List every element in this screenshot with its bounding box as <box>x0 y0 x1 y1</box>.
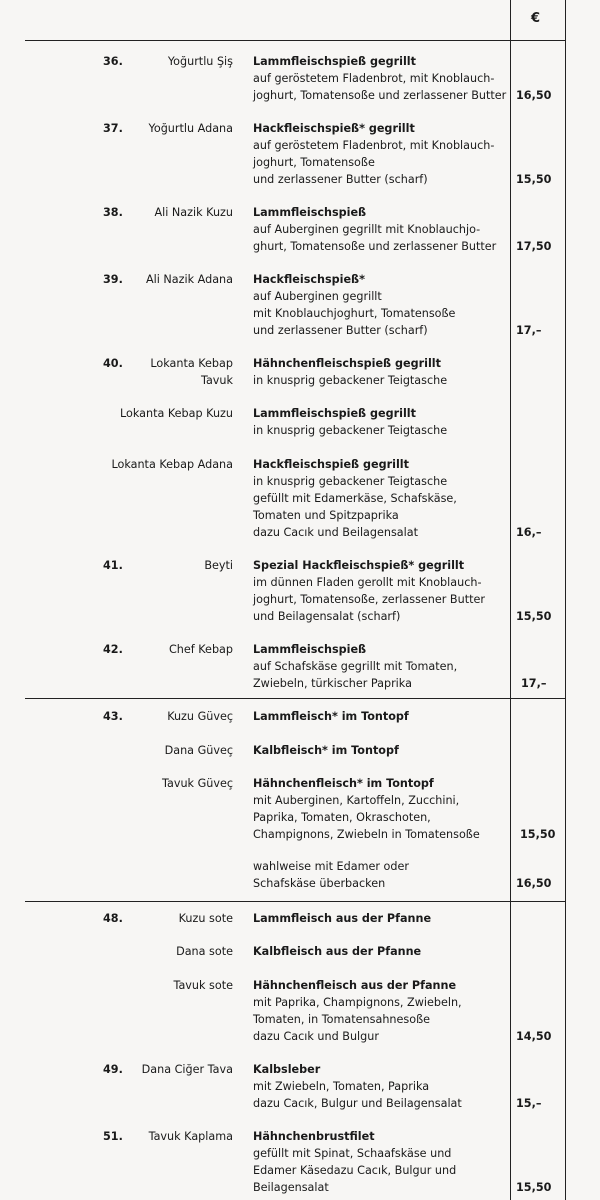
item-title: Hähnchenfleisch* im Tontopf <box>253 777 434 790</box>
item-title: Hackfleischspieß* gegrillt <box>253 122 415 135</box>
turkish-name-line: Beyti <box>204 559 233 572</box>
turkish-name-line: Ali Nazik Kuzu <box>154 206 233 219</box>
item-price: 16,50 <box>516 877 552 890</box>
section-divider-guvec <box>25 698 566 699</box>
item-title: Lammfleischspieß gegrillt <box>253 55 416 68</box>
description-line: gefüllt mit Spinat, Schaafskäse und <box>253 1147 452 1160</box>
header-divider <box>25 40 566 41</box>
item-description <box>253 977 508 1045</box>
description-line: im dünnen Fladen gerollt mit Knoblauch- <box>253 576 482 589</box>
turkish-name <box>90 1128 233 1145</box>
item-description <box>253 271 508 339</box>
description-line: Beilagensalat <box>253 1181 329 1194</box>
description-line: mit Zwiebeln, Tomaten, Paprika <box>253 1080 430 1093</box>
description-line: joghurt, Tomatensoße <box>253 156 375 169</box>
turkish-name-line: Kuzu Güveç <box>167 710 233 723</box>
item-description <box>253 1128 508 1196</box>
description-line: Tomaten, in Tomatensahnesoße <box>253 1013 430 1026</box>
item-price: 17,– <box>521 677 547 690</box>
item-number: 43. <box>103 710 123 723</box>
item-title: Lammfleischspieß <box>253 643 367 656</box>
turkish-name-line: Dana Ciğer Tava <box>141 1063 233 1076</box>
turkish-name-line: Tavuk Kaplama <box>148 1130 233 1143</box>
item-number: 42. <box>103 643 123 656</box>
section-divider-sote <box>25 901 566 902</box>
description-line: joghurt, Tomatensoße, zerlassener Butter <box>253 593 485 606</box>
turkish-name <box>90 120 233 137</box>
item-title: Hähnchenfleischspieß gegrillt <box>253 357 441 370</box>
description-line: in knusprig gebackener Teigtasche <box>253 475 448 488</box>
turkish-name-line: Yoğurtlu Şiş <box>167 55 233 68</box>
item-description <box>253 204 508 255</box>
turkish-name <box>90 355 233 389</box>
turkish-name <box>90 53 233 70</box>
item-title: Lammfleischspieß gegrillt <box>253 407 416 420</box>
item-description <box>253 355 508 389</box>
item-description <box>253 641 508 692</box>
description-line: und zerlassener Butter (scharf) <box>253 324 428 337</box>
description-line: Paprika, Tomaten, Okraschoten, <box>253 811 431 824</box>
item-number: 38. <box>103 206 123 219</box>
item-title: Lammfleisch aus der Pfanne <box>253 912 432 925</box>
turkish-name <box>90 271 233 288</box>
item-description <box>253 53 508 104</box>
item-description <box>253 742 508 759</box>
item-title: Spezial Hackfleischspieß* gegrillt <box>253 559 465 572</box>
item-number: 40. <box>103 357 123 370</box>
description-line: dazu Cacık und Bulgur <box>253 1030 379 1043</box>
item-price: 15,50 <box>516 1181 552 1194</box>
description-line: in knusprig gebackener Teigtasche <box>253 424 448 437</box>
turkish-name <box>90 775 233 792</box>
item-description <box>253 858 508 892</box>
turkish-name <box>90 456 233 473</box>
item-number: 39. <box>103 273 123 286</box>
turkish-name-line: Ali Nazik Adana <box>145 273 233 286</box>
description-line: mit Auberginen, Kartoffeln, Zucchini, <box>253 794 460 807</box>
item-description <box>253 775 508 843</box>
item-description <box>253 120 508 188</box>
turkish-name <box>90 708 233 725</box>
item-price: 16,50 <box>516 89 552 102</box>
item-price: 15,– <box>516 1097 542 1110</box>
item-price: 15,50 <box>516 610 552 623</box>
item-number: 41. <box>103 559 123 572</box>
turkish-name-line: Tavuk sote <box>173 979 233 992</box>
item-price: 15,50 <box>516 173 552 186</box>
description-line: auf geröstetem Fladenbrot, mit Knoblauch- <box>253 139 495 152</box>
description-line: und Beilagensalat (scharf) <box>253 610 401 623</box>
turkish-name <box>90 1061 233 1078</box>
turkish-name <box>90 204 233 221</box>
turkish-name-line: Kuzu sote <box>178 912 233 925</box>
description-line: ghurt, Tomatensoße und zerlassener Butter <box>253 240 497 253</box>
item-description <box>253 405 508 439</box>
turkish-name-line: Chef Kebap <box>169 643 233 656</box>
item-description <box>253 557 508 625</box>
description-line: dazu Cacık, Bulgur und Beilagensalat <box>253 1097 462 1110</box>
turkish-name-line: Tavuk Güveç <box>162 777 233 790</box>
description-line: in knusprig gebackener Teigtasche <box>253 374 448 387</box>
price-column-right-border <box>565 0 566 1200</box>
item-title: Kalbsleber <box>253 1063 321 1076</box>
item-number: 49. <box>103 1063 123 1076</box>
description-line: Champignons, Zwiebeln in Tomatensoße <box>253 828 480 841</box>
turkish-name <box>90 405 233 422</box>
description-line: Tomaten und Spitzpaprika <box>253 509 399 522</box>
turkish-name <box>90 557 233 574</box>
description-line: auf Auberginen gegrillt <box>253 290 382 303</box>
item-title: Hackfleischspieß gegrillt <box>253 458 409 471</box>
item-title: Hähnchenbrustfilet <box>253 1130 375 1143</box>
item-number: 36. <box>103 55 123 68</box>
item-description <box>253 708 508 725</box>
item-number: 51. <box>103 1130 123 1143</box>
item-title: Hackfleischspieß* <box>253 273 365 286</box>
turkish-name-line: Yoğurtlu Adana <box>148 122 233 135</box>
item-number: 48. <box>103 912 123 925</box>
item-number: 37. <box>103 122 123 135</box>
currency-header: € <box>531 11 541 26</box>
item-title: Hähnchenfleisch aus der Pfanne <box>253 979 457 992</box>
description-line: und zerlassener Butter (scharf) <box>253 173 428 186</box>
turkish-name-line: Lokanta Kebap <box>150 357 233 370</box>
item-price: 16,– <box>516 526 542 539</box>
description-line: wahlweise mit Edamer oder <box>253 860 409 873</box>
turkish-name-line: Lokanta Kebap Adana <box>111 458 233 471</box>
description-line: joghurt, Tomatensoße und zerlassener Butter <box>253 89 507 102</box>
item-description <box>253 456 508 541</box>
item-price: 17,– <box>516 324 542 337</box>
turkish-name-line: Lokanta Kebap Kuzu <box>119 407 233 420</box>
item-title: Kalbfleisch* im Tontopf <box>253 744 399 757</box>
item-description <box>253 1061 508 1112</box>
item-price: 15,50 <box>520 828 556 841</box>
turkish-name-line: Dana sote <box>176 945 233 958</box>
description-line: gefüllt mit Edamerkäse, Schafskäse, <box>253 492 457 505</box>
turkish-name <box>90 977 233 994</box>
turkish-name <box>90 910 233 927</box>
item-description <box>253 910 508 927</box>
item-description <box>253 943 508 960</box>
description-line: mit Paprika, Champignons, Zwiebeln, <box>253 996 462 1009</box>
description-line: Zwiebeln, türkischer Paprika <box>253 677 412 690</box>
description-line: mit Knoblauchjoghurt, Tomatensoße <box>253 307 456 320</box>
description-line: auf Auberginen gegrillt mit Knoblauchjo- <box>253 223 481 236</box>
item-title: Lammfleischspieß <box>253 206 367 219</box>
item-price: 14,50 <box>516 1030 552 1043</box>
item-price: 17,50 <box>516 240 552 253</box>
turkish-name <box>90 641 233 658</box>
description-line: auf geröstetem Fladenbrot, mit Knoblauch- <box>253 72 495 85</box>
description-line: Edamer Käsedazu Cacık, Bulgur und <box>253 1164 457 1177</box>
turkish-name <box>90 943 233 960</box>
turkish-name-line: Tavuk <box>200 374 233 387</box>
turkish-name-line: Dana Güveç <box>164 744 233 757</box>
description-line: dazu Cacık und Beilagensalat <box>253 526 419 539</box>
description-line: auf Schafskäse gegrillt mit Tomaten, <box>253 660 458 673</box>
item-title: Kalbfleisch aus der Pfanne <box>253 945 422 958</box>
item-title: Lammfleisch* im Tontopf <box>253 710 409 723</box>
price-column-left-border <box>510 0 511 1200</box>
description-line: Schafskäse überbacken <box>253 877 386 890</box>
turkish-name <box>90 742 233 759</box>
